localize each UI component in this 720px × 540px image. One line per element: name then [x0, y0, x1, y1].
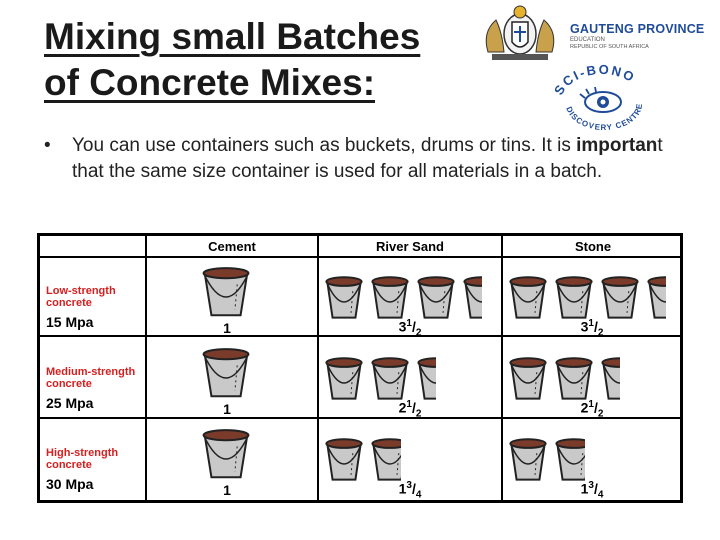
sci-bono-bottom-text: DISCOVERY CENTRE [564, 102, 645, 130]
qty-whole: 1 [580, 480, 589, 497]
qty-sand-medium: $2^1/_2$ [398, 399, 422, 420]
qty-sand-high: $1^3/_4$ [398, 480, 422, 501]
bucket-icon [368, 272, 412, 320]
qty-sand-low: $3^1/_2$ [398, 318, 422, 339]
qty-whole: 3 [398, 318, 407, 335]
bullet-marker: • [44, 135, 51, 156]
bullet-text [72, 133, 694, 185]
qty-den: 2 [415, 327, 422, 339]
bucket-icon [368, 434, 401, 482]
table-divider [501, 236, 503, 500]
row-label-medium: Medium-strength concrete [46, 366, 136, 390]
slide-title [44, 14, 524, 106]
title-line-1: Mixing small Batches [44, 16, 421, 57]
qty-cement-medium: 1 [223, 401, 231, 417]
bucket-icon [414, 353, 436, 401]
bucket-icon [198, 424, 254, 480]
row-mpa-low: 15 Mpa [46, 314, 94, 330]
bucket-icon [598, 353, 620, 401]
row-mpa-high: 30 Mpa [46, 476, 94, 492]
bucket-icon [506, 434, 550, 482]
bucket-icon [322, 353, 366, 401]
bucket-icon [198, 343, 254, 399]
bucket-icon [368, 353, 412, 401]
table-divider [317, 236, 319, 500]
bucket-icon [598, 272, 642, 320]
qty-stone-low: $3^1/_2$ [580, 318, 604, 339]
qty-num: 1 [588, 318, 594, 329]
sci-bono-top-text: SCI-BONO [550, 61, 639, 98]
gauteng-logo [570, 22, 720, 51]
qty-num: 3 [406, 480, 412, 491]
qty-den: 2 [597, 327, 604, 339]
bullet-text-after: t that the same size container is used for all materials in a batch. [72, 135, 663, 182]
qty-den: 4 [597, 489, 604, 501]
header-river-sand: River Sand [376, 239, 444, 254]
qty-den: 2 [415, 408, 422, 420]
coat-of-arms-logo [474, 2, 566, 64]
gauteng-country: REPUBLIC OF SOUTH AFRICA [570, 44, 649, 50]
qty-den: 4 [415, 489, 422, 501]
qty-num: 1 [406, 399, 412, 410]
qty-stone-high: $1^3/_4$ [580, 480, 604, 501]
bucket-icon [552, 434, 585, 482]
qty-num: 1 [406, 318, 412, 329]
qty-cement-high: 1 [223, 482, 231, 498]
gauteng-dept: EDUCATION [570, 37, 605, 43]
title-line-2: of Concrete Mixes: [44, 62, 376, 103]
bucket-icon [322, 434, 366, 482]
header-cement: Cement [208, 239, 256, 254]
concrete-mix-table [37, 233, 683, 503]
qty-num: 3 [588, 480, 594, 491]
sci-bono-logo [546, 60, 656, 130]
bucket-icon [322, 272, 366, 320]
bucket-icon [414, 272, 458, 320]
header-stone: Stone [574, 239, 612, 254]
bucket-icon [552, 272, 596, 320]
bucket-icon [198, 262, 254, 318]
row-mpa-medium: 25 Mpa [46, 395, 94, 411]
qty-whole: 2 [580, 399, 589, 416]
qty-whole: 1 [398, 480, 407, 497]
qty-num: 1 [588, 399, 594, 410]
bucket-icon [644, 272, 666, 320]
row-label-high: High-strength concrete [46, 447, 119, 471]
qty-stone-medium: $2^1/_2$ [580, 399, 604, 420]
bucket-icon [506, 272, 550, 320]
qty-cement-low: 1 [223, 320, 231, 336]
gauteng-name: GAUTENG PROVINCE [570, 22, 705, 36]
bucket-icon [552, 353, 596, 401]
bullet-text-before: You can use containers such as buckets, drums or tins. It is [72, 135, 577, 156]
bullet-point [44, 133, 694, 185]
qty-whole: 3 [580, 318, 589, 335]
qty-whole: 2 [398, 399, 407, 416]
bucket-icon [460, 272, 482, 320]
bullet-text-bold: importan [576, 135, 658, 156]
row-label-low: Low-strength concrete [46, 285, 116, 309]
bucket-icon [506, 353, 550, 401]
qty-den: 2 [597, 408, 604, 420]
